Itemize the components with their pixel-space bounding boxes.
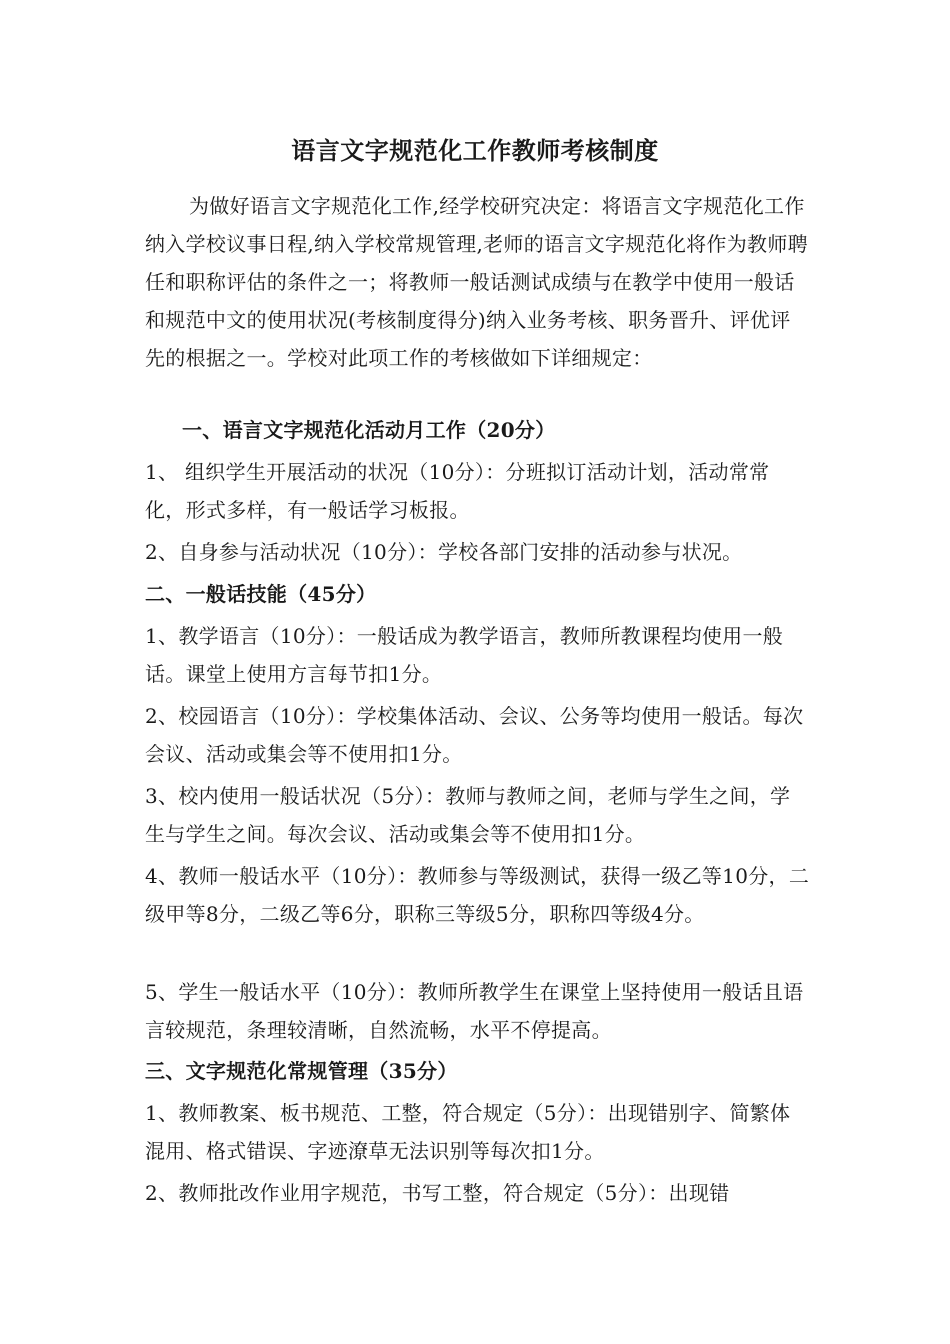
section-1-item-1: 1、 组织学生开展活动的状况（10分）：分班拟订活动计划，活动常常化，形式多样，有一般话学习板报。 [145,460,770,522]
document-title: 语言文字规范化工作教师考核制度 [291,136,659,165]
section-3-item-2: 2、教师批改作业用字规范，书写工整，符合规定（5分）：出现错 [145,1181,730,1205]
section-2-item-5: 5、学生一般话水平（10分）：教师所教学生在课堂上坚持使用一般话且语言较规范，条理较清晰，自然流畅，水平不停提高。 [145,980,804,1042]
section-heading-3: 三、文字规范化常规管理（35分） [145,1059,458,1083]
section-heading-1: 一、语言文字规范化活动月工作（20分） [182,418,556,442]
section-2-item-2: 2、校园语言（10分）：学校集体活动、会议、公务等均使用一般话。每次会议、活动或集会等不使用扣1分。 [145,704,804,766]
section-2-item-4: 4、教师一般话水平（10分）：教师参与等级测试，获得一级乙等10分，二级甲等8分，二级乙等6分，职称三等级5分，职称四等级4分。 [145,864,810,926]
section-2-item-1: 1、教学语言（10分）：一般话成为教学语言，教师所教课程均使用一般话。课堂上使用方言每节扣1分。 [145,624,784,686]
section-2-item-3: 3、校内使用一般话状况（5分）：教师与教师之间，老师与学生之间，学生与学生之间。每次会议、活动或集会等不使用扣1分。 [145,784,791,846]
section-1-item-2: 2、自身参与活动状况（10分）：学校各部门安排的活动参与状况。 [145,540,743,564]
section-3-item-1: 1、教师教案、板书规范、工整，符合规定（5分）：出现错别字、简繁体混用、格式错误、字迹潦草无法识别等每次扣1分。 [145,1101,791,1163]
intro-paragraph: 为做好语言文字规范化工作,经学校研究决定：将语言文字规范化工作纳入学校议事日程,纳入学校常规管理,老师的语言文字规范化将作为教师聘任和职称评估的条件之一；将教师一般话测试成绩与在教学中使用一般话和规范中文的使用状况(考核制度得分)纳入业务考核、职务晋升、评优评先的根据之一。学校对此项工作的考核做如下详细规定： [145,194,808,370]
section-heading-2: 二、一般话技能（45分） [145,582,377,606]
